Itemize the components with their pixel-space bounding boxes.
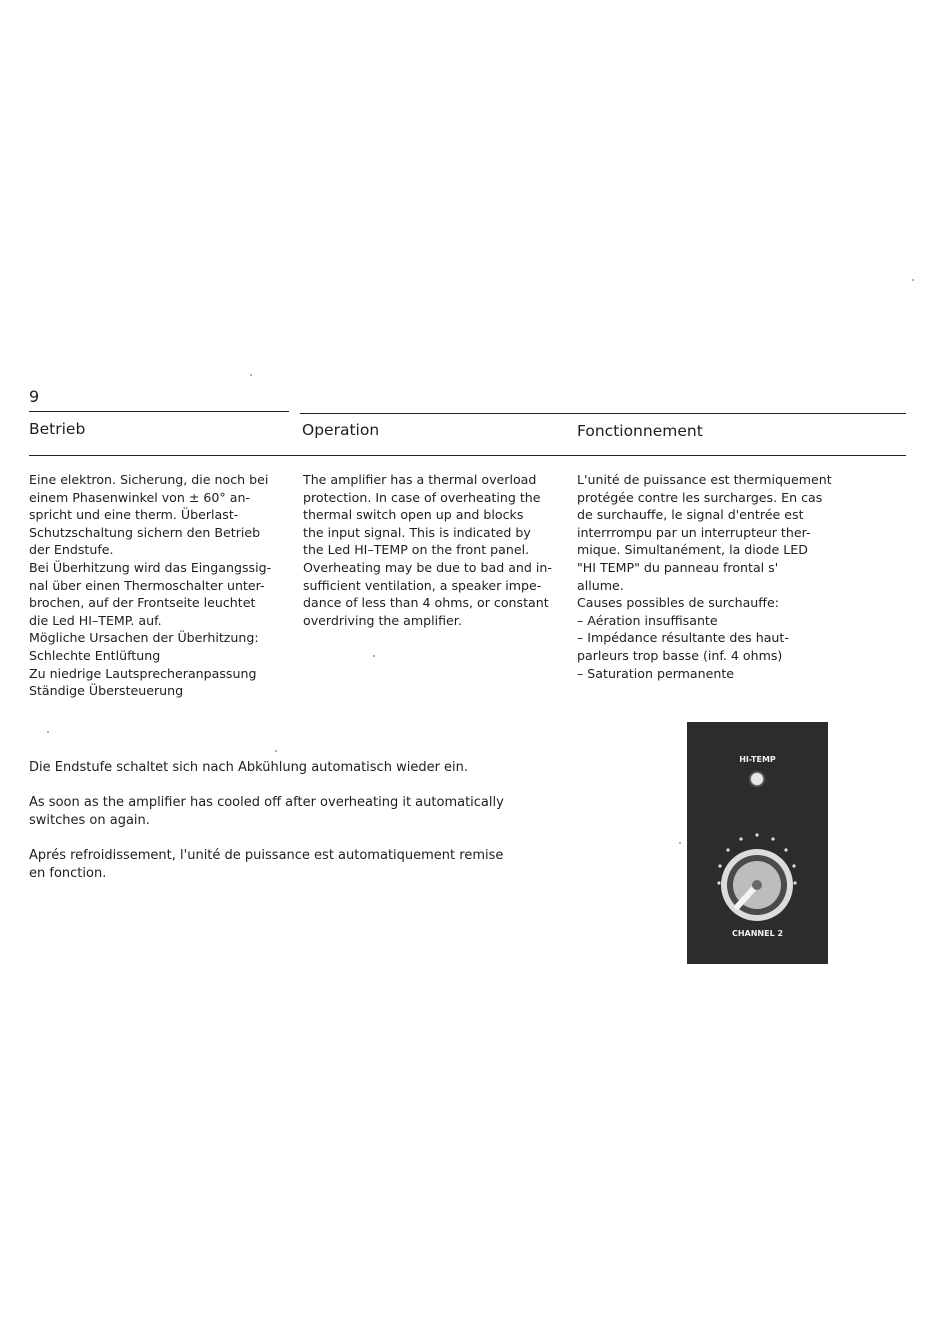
knob-icon: [707, 827, 807, 937]
scan-speck: [250, 374, 252, 376]
led-icon: [751, 773, 763, 785]
column-french: L'unité de puissance est thermiquement protégée contre les surcharges. En cas de surchauffe, le signal d'entrée est interrrompu par un interrupteur ther- mique. Simultanément, la diode LED "HI TEMP" du panneau frontal s' allume. Causes possibles de surchauffe: – Aération insuffisante – Impédance résultante des haut- parleurs trop basse (inf. 4 ohms) – Saturation permanente: [577, 472, 832, 681]
heading-german: Betrieb: [29, 420, 86, 438]
page-number: 9: [29, 387, 40, 406]
top-rule-left: [29, 411, 289, 412]
amplifier-panel-photo: [687, 722, 828, 964]
top-rule-right: [300, 413, 906, 414]
column-english: The amplifier has a thermal overload protection. In case of overheating the thermal switch open up and blocks the input signal. This is indicated by the Led HI–TEMP on the front panel. Overheating may be due to bad and in- sufficient ventilation, a speaker impe- dance of less than 4 ohms, or constant overdriving the amplifier.: [303, 472, 552, 628]
heading-english: Operation: [302, 421, 380, 439]
note-english: As soon as the amplifier has cooled off after overheating it automatically switches on again.: [29, 795, 504, 828]
note-german: Die Endstufe schaltet sich nach Abkühlung automatisch wieder ein.: [29, 760, 469, 775]
scan-speck: [47, 731, 49, 733]
hi-temp-label: HI-TEMP: [739, 755, 776, 764]
scan-speck: [679, 842, 681, 844]
column-german: Eine elektron. Sicherung, die noch bei einem Phasenwinkel von ± 60° an- spricht und eine therm. Überlast- Schutzschaltung sichern den Betrieb der Endstufe. Bei Überhitzung wird das Eingangssig- nal über einen Thermoschalter unter- brochen, auf der Frontseite leuchtet die Led HI–TEMP. auf. Mögliche Ursachen der Überhitzung: Schlechte Entlüftung Zu niedrige Lautsprecheranpassung Ständige Übersteuerung: [29, 472, 272, 699]
scan-speck: [373, 655, 375, 657]
note-french: Aprés refroidissement, l'unité de puissance est automatiquement remise en fonction.: [29, 848, 504, 881]
scan-speck: [275, 750, 277, 752]
heading-french: Fonctionnement: [577, 422, 703, 440]
heading-underline: [29, 455, 906, 456]
channel-label: CHANNEL 2: [731, 929, 784, 938]
scan-speck: [912, 279, 914, 281]
